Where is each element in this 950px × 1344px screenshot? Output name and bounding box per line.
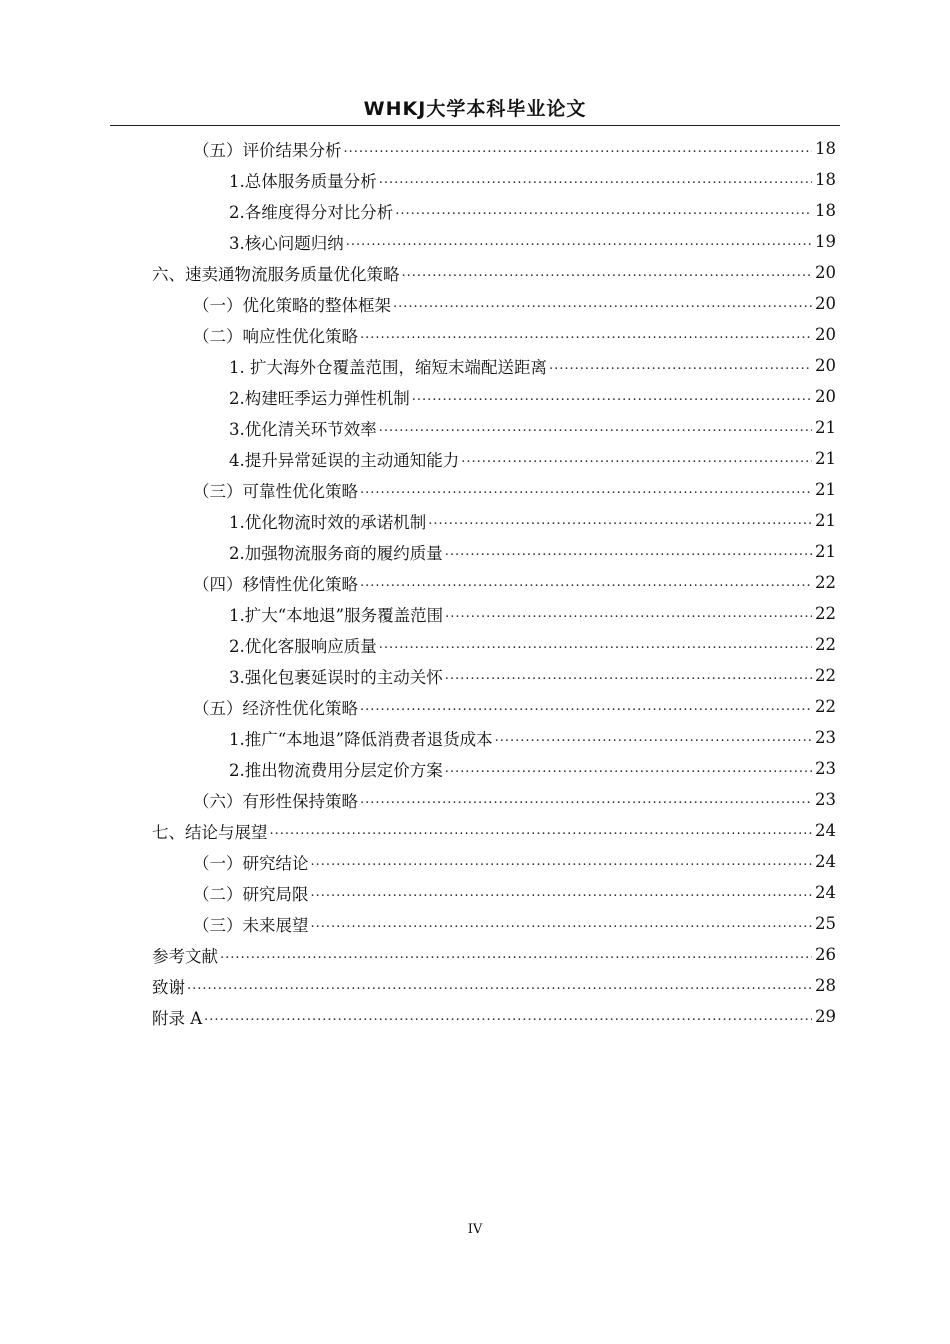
toc-entry[interactable] <box>193 691 836 722</box>
toc-entry-title: （五）经济性优化策略 <box>193 698 358 718</box>
toc-entry[interactable] <box>229 226 836 257</box>
toc-entry-page: 20 <box>815 294 836 313</box>
toc-entry-page: 21 <box>815 511 836 530</box>
toc-entry-page: 24 <box>815 821 836 840</box>
toc-entry-title: （一）研究结论 <box>193 853 309 873</box>
toc-entry[interactable] <box>193 846 836 877</box>
toc-entry-title: （六）有形性保持策略 <box>193 791 358 811</box>
toc-entry-page: 21 <box>815 480 836 499</box>
toc-entry-title: （二）响应性优化策略 <box>193 326 358 346</box>
toc-entry-page: 22 <box>815 604 836 623</box>
toc-dot-leader <box>445 598 812 629</box>
toc-entry[interactable] <box>193 567 836 598</box>
toc-dot-leader <box>395 195 812 226</box>
toc-entry-title: 2.优化客服响应质量 <box>229 636 377 656</box>
toc-entry-title: 参考文献 <box>152 946 218 966</box>
toc-entry-title: 2.构建旺季运力弹性机制 <box>229 388 410 408</box>
toc-dot-leader <box>187 970 812 1001</box>
toc-entry-page: 22 <box>815 697 836 716</box>
toc-dot-leader <box>311 846 813 877</box>
toc-entry-page: 24 <box>815 883 836 902</box>
toc-entry-title: 六、速卖通物流服务质量优化策略 <box>152 264 400 284</box>
toc-entry-page: 20 <box>815 356 836 375</box>
toc-dot-leader <box>311 908 813 939</box>
toc-entry[interactable] <box>152 939 836 970</box>
toc-entry-page: 18 <box>815 201 836 220</box>
toc-dot-leader <box>360 474 812 505</box>
toc-dot-leader <box>311 877 813 908</box>
toc-entry-page: 18 <box>815 170 836 189</box>
toc-entry[interactable] <box>229 722 836 753</box>
toc-entry[interactable] <box>193 133 836 164</box>
toc-entry[interactable] <box>229 195 836 226</box>
toc-dot-leader <box>379 412 812 443</box>
toc-entry[interactable] <box>229 443 836 474</box>
toc-entry-title: 3.强化包裹延误时的主动关怀 <box>229 667 443 687</box>
toc-entry[interactable] <box>229 536 836 567</box>
toc-entry-title: 致谢 <box>152 977 185 997</box>
toc-entry[interactable] <box>152 815 836 846</box>
toc-dot-leader <box>428 505 812 536</box>
toc-dot-leader <box>402 257 813 288</box>
toc-dot-leader <box>379 629 812 660</box>
toc-entry[interactable] <box>229 412 836 443</box>
toc-entry-page: 24 <box>815 852 836 871</box>
toc-entry-title: 3.优化清关环节效率 <box>229 419 377 439</box>
toc-entry[interactable] <box>229 753 836 784</box>
toc-entry-title: 3.核心问题归纳 <box>229 233 344 253</box>
toc-entry-title: 1.推广“本地退”降低消费者退货成本 <box>229 729 493 749</box>
toc-entry-page: 23 <box>815 759 836 778</box>
toc-entry[interactable] <box>152 257 836 288</box>
toc-dot-leader <box>360 784 812 815</box>
toc-entry-page: 23 <box>815 728 836 747</box>
toc-entry[interactable] <box>229 598 836 629</box>
toc-entry[interactable] <box>229 660 836 691</box>
toc-entry-title: （五）评价结果分析 <box>193 140 342 160</box>
header-divider <box>110 125 840 126</box>
toc-entry-page: 21 <box>815 542 836 561</box>
toc-entry-title: （二）研究局限 <box>193 884 309 904</box>
toc-dot-leader <box>360 567 812 598</box>
toc-entry-title: 附录 A <box>152 1008 203 1028</box>
toc-entry[interactable] <box>229 164 836 195</box>
toc-entry[interactable] <box>229 629 836 660</box>
toc-entry-page: 20 <box>815 387 836 406</box>
toc-entry-title: 2.各维度得分对比分析 <box>229 202 394 222</box>
toc-entry-title: 1. 扩大海外仓覆盖范围，缩短末端配送距离 <box>229 357 547 377</box>
toc-entry[interactable] <box>229 350 836 381</box>
toc-entry-title: 1.总体服务质量分析 <box>229 171 377 191</box>
toc-entry-page: 29 <box>815 1007 836 1026</box>
toc-entry-page: 23 <box>815 790 836 809</box>
toc-dot-leader <box>445 753 812 784</box>
toc-entry-page: 22 <box>815 666 836 685</box>
toc-dot-leader <box>445 660 812 691</box>
toc-entry-title: 2.推出物流费用分层定价方案 <box>229 760 443 780</box>
toc-dot-leader <box>495 722 812 753</box>
toc-entry-page: 22 <box>815 573 836 592</box>
toc-dot-leader <box>412 381 812 412</box>
toc-dot-leader <box>379 164 812 195</box>
toc-entry-page: 18 <box>815 139 836 158</box>
toc-entry-title: 七、结论与展望 <box>152 822 268 842</box>
toc-dot-leader <box>549 350 812 381</box>
toc-entry-page: 25 <box>815 914 836 933</box>
toc-dot-leader <box>220 939 812 970</box>
toc-entry-page: 21 <box>815 418 836 437</box>
toc-dot-leader <box>461 443 812 474</box>
toc-dot-leader <box>360 319 812 350</box>
toc-dot-leader <box>204 1001 812 1032</box>
toc-entry-title: 4.提升异常延误的主动通知能力 <box>229 450 460 470</box>
toc-dot-leader <box>270 815 813 846</box>
page-header-title: WHKJ大学本科毕业论文 <box>363 98 587 120</box>
toc-entry-title: （四）移情性优化策略 <box>193 574 358 594</box>
toc-entry[interactable] <box>193 908 836 939</box>
toc-entry-title: （三）可靠性优化策略 <box>193 481 358 501</box>
toc-entry[interactable] <box>193 288 836 319</box>
toc-entry[interactable] <box>152 970 836 1001</box>
toc-dot-leader <box>445 536 812 567</box>
toc-entry-title: （三）未来展望 <box>193 915 309 935</box>
page-number: IV <box>467 1222 483 1237</box>
toc-entry-page: 28 <box>815 976 836 995</box>
toc-entry-title: 1.扩大“本地退”服务覆盖范围 <box>229 605 444 625</box>
toc-entry-page: 21 <box>815 449 836 468</box>
toc-entry-title: 2.加强物流服务商的履约质量 <box>229 543 443 563</box>
toc-entry[interactable] <box>193 784 836 815</box>
toc-entry[interactable] <box>193 319 836 350</box>
toc-dot-leader <box>393 288 812 319</box>
toc-entry[interactable] <box>229 381 836 412</box>
toc-entry[interactable] <box>193 474 836 505</box>
toc-entry[interactable] <box>152 1001 836 1032</box>
toc-dot-leader <box>346 226 812 257</box>
toc-entry-page: 20 <box>815 263 836 282</box>
toc-dot-leader <box>360 691 812 722</box>
toc-entry-page: 19 <box>815 232 836 251</box>
toc-entry-title: （一）优化策略的整体框架 <box>193 295 391 315</box>
toc-entry[interactable] <box>229 505 836 536</box>
toc-entry-title: 1.优化物流时效的承诺机制 <box>229 512 427 532</box>
toc-entry-page: 26 <box>815 945 836 964</box>
toc-entry-page: 20 <box>815 325 836 344</box>
toc-entry-page: 22 <box>815 635 836 654</box>
toc-entry[interactable] <box>193 877 836 908</box>
toc-dot-leader <box>344 133 813 164</box>
